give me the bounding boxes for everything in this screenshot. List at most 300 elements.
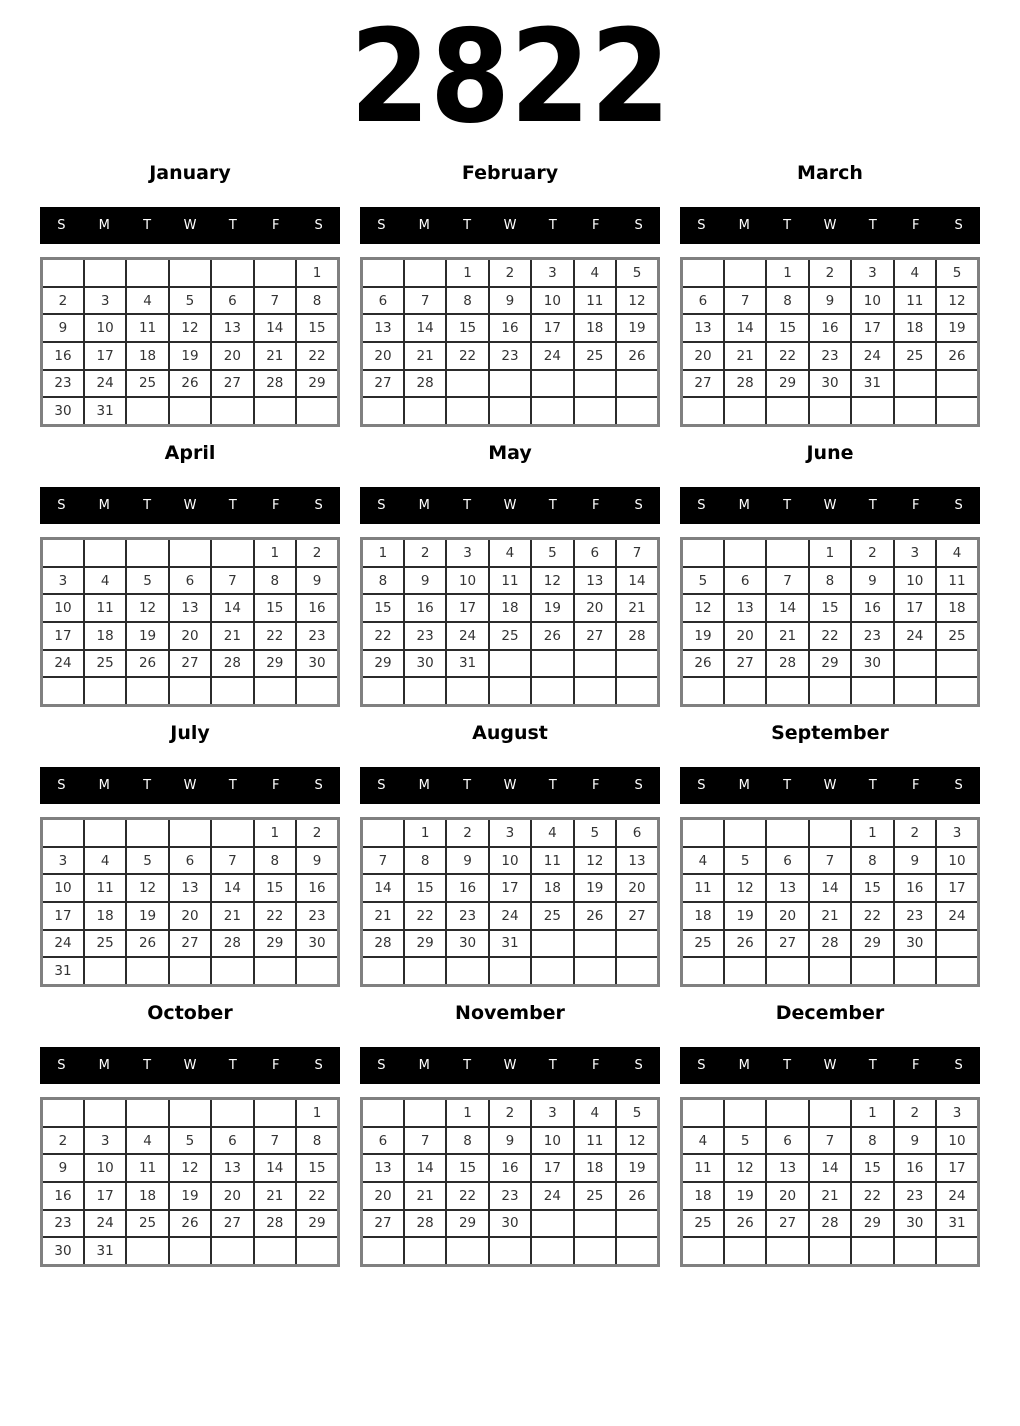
date-cell: 27 — [362, 1210, 404, 1238]
date-cell: 26 — [936, 342, 978, 370]
date-cell: 15 — [254, 594, 296, 622]
month-grid-may — [360, 537, 660, 707]
date-cell: 13 — [616, 847, 658, 875]
date-cell: 25 — [126, 1210, 168, 1238]
weekday-header-cell: F — [911, 498, 920, 513]
date-cell: 2 — [894, 1099, 936, 1127]
empty-cell — [126, 957, 168, 985]
date-cell: 27 — [211, 1210, 253, 1238]
weekday-header-cell: M — [98, 778, 110, 793]
date-cell: 11 — [126, 314, 168, 342]
date-cell: 31 — [84, 397, 126, 425]
date-cell: 1 — [851, 819, 893, 847]
date-cell: 22 — [296, 1182, 338, 1210]
date-cell: 24 — [84, 370, 126, 398]
week-row — [362, 650, 659, 678]
date-cell: 26 — [169, 1210, 211, 1238]
date-cell: 11 — [936, 567, 978, 595]
year-title-text: 2822 — [349, 3, 671, 152]
date-cell: 8 — [851, 847, 893, 875]
empty-cell — [936, 650, 978, 678]
weekday-header-cell: T — [463, 778, 472, 793]
week-row — [362, 677, 659, 705]
empty-cell — [489, 1237, 531, 1265]
empty-cell — [362, 957, 404, 985]
date-cell: 29 — [254, 930, 296, 958]
empty-cell — [574, 370, 616, 398]
date-cell: 5 — [126, 567, 168, 595]
empty-cell — [126, 539, 168, 567]
week-row — [362, 594, 659, 622]
date-cell: 3 — [489, 819, 531, 847]
week-row — [682, 1237, 979, 1265]
date-cell: 29 — [296, 370, 338, 398]
date-cell: 10 — [936, 847, 978, 875]
weekday-header-cell: T — [228, 778, 237, 793]
empty-cell — [404, 957, 446, 985]
date-cell: 28 — [404, 1210, 446, 1238]
date-cell: 26 — [574, 902, 616, 930]
date-cell: 22 — [362, 622, 404, 650]
date-cell: 12 — [169, 1154, 211, 1182]
week-row — [682, 874, 979, 902]
weekday-header-cell: S — [57, 1058, 66, 1073]
week-row — [42, 539, 339, 567]
month-title-august: August — [472, 722, 548, 744]
date-cell: 22 — [254, 622, 296, 650]
empty-cell — [296, 677, 338, 705]
empty-cell — [936, 677, 978, 705]
weekday-header-cell: W — [823, 218, 837, 233]
empty-cell — [254, 259, 296, 287]
month-title-december: December — [775, 1002, 885, 1024]
date-cell: 25 — [489, 622, 531, 650]
weekday-header-cell: F — [271, 498, 280, 513]
date-cell: 7 — [766, 567, 808, 595]
date-cell: 14 — [809, 1154, 851, 1182]
date-cell: 29 — [809, 650, 851, 678]
week-row — [42, 847, 339, 875]
week-row — [42, 567, 339, 595]
date-cell: 16 — [851, 594, 893, 622]
empty-cell — [894, 650, 936, 678]
date-cell: 24 — [84, 1210, 126, 1238]
empty-cell — [84, 677, 126, 705]
week-row — [682, 1099, 979, 1127]
date-cell: 5 — [169, 1127, 211, 1155]
date-cell: 31 — [851, 370, 893, 398]
month-march — [680, 160, 980, 427]
date-cell: 7 — [254, 1127, 296, 1155]
week-row — [362, 397, 659, 425]
date-cell: 19 — [531, 594, 573, 622]
empty-cell — [616, 1237, 658, 1265]
date-cell: 21 — [809, 902, 851, 930]
date-cell: 4 — [84, 567, 126, 595]
empty-cell — [894, 1237, 936, 1265]
date-cell: 1 — [254, 539, 296, 567]
month-title-july: July — [170, 722, 210, 744]
week-row — [682, 594, 979, 622]
date-cell: 18 — [936, 594, 978, 622]
date-cell: 30 — [404, 650, 446, 678]
empty-cell — [936, 397, 978, 425]
weekday-header-bar — [40, 207, 340, 244]
week-row — [682, 957, 979, 985]
month-title-april: April — [164, 442, 216, 464]
date-cell: 7 — [404, 287, 446, 315]
date-cell: 24 — [531, 1182, 573, 1210]
date-cell: 11 — [489, 567, 531, 595]
date-cell: 24 — [42, 930, 84, 958]
empty-cell — [766, 1099, 808, 1127]
empty-cell — [616, 677, 658, 705]
date-cell: 13 — [574, 567, 616, 595]
date-cell: 28 — [616, 622, 658, 650]
empty-cell — [362, 1237, 404, 1265]
empty-cell — [169, 1237, 211, 1265]
empty-cell — [169, 819, 211, 847]
date-cell: 23 — [894, 902, 936, 930]
date-cell: 15 — [766, 314, 808, 342]
empty-cell — [531, 930, 573, 958]
week-row — [42, 259, 339, 287]
weekday-header-cell: M — [418, 778, 430, 793]
month-grid-september — [680, 817, 980, 987]
months-grid — [0, 160, 1020, 1267]
weekday-header-cell: T — [783, 218, 792, 233]
date-cell: 13 — [766, 1154, 808, 1182]
week-row — [682, 902, 979, 930]
date-cell: 24 — [936, 902, 978, 930]
date-cell: 25 — [936, 622, 978, 650]
week-row — [362, 957, 659, 985]
date-cell: 24 — [446, 622, 488, 650]
week-row — [362, 847, 659, 875]
empty-cell — [616, 1210, 658, 1238]
date-cell: 28 — [809, 1210, 851, 1238]
weekday-header-cell: W — [503, 1058, 517, 1073]
week-row — [362, 567, 659, 595]
weekday-header-cell: S — [954, 498, 963, 513]
empty-cell — [809, 397, 851, 425]
weekday-header-cell: S — [57, 778, 66, 793]
date-cell: 31 — [42, 957, 84, 985]
weekday-header-cell: F — [591, 1058, 600, 1073]
week-row — [362, 874, 659, 902]
empty-cell — [446, 1237, 488, 1265]
date-cell: 1 — [296, 1099, 338, 1127]
date-cell: 7 — [362, 847, 404, 875]
empty-cell — [404, 1099, 446, 1127]
empty-cell — [574, 1210, 616, 1238]
date-cell: 27 — [574, 622, 616, 650]
weekday-header-bar — [40, 487, 340, 524]
date-cell: 23 — [42, 370, 84, 398]
empty-cell — [254, 1237, 296, 1265]
empty-cell — [254, 677, 296, 705]
date-cell: 18 — [682, 902, 724, 930]
week-row — [362, 1154, 659, 1182]
empty-cell — [404, 397, 446, 425]
date-cell: 11 — [126, 1154, 168, 1182]
week-row — [682, 370, 979, 398]
date-cell: 9 — [42, 314, 84, 342]
weekday-header-cell: M — [418, 218, 430, 233]
date-cell: 13 — [169, 874, 211, 902]
date-cell: 19 — [169, 1182, 211, 1210]
weekday-header-cell: M — [418, 498, 430, 513]
empty-cell — [682, 397, 724, 425]
date-cell: 13 — [211, 1154, 253, 1182]
date-cell: 30 — [894, 930, 936, 958]
date-cell: 20 — [724, 622, 766, 650]
week-row — [362, 1182, 659, 1210]
date-cell: 5 — [126, 847, 168, 875]
week-row — [42, 650, 339, 678]
weekday-header-cell: M — [98, 498, 110, 513]
date-cell: 14 — [254, 314, 296, 342]
empty-cell — [724, 1099, 766, 1127]
month-grid-february — [360, 257, 660, 427]
date-cell: 3 — [531, 1099, 573, 1127]
date-cell: 19 — [126, 622, 168, 650]
date-cell: 10 — [42, 874, 84, 902]
empty-cell — [851, 957, 893, 985]
weekday-header-cell: T — [143, 498, 152, 513]
empty-cell — [169, 539, 211, 567]
date-cell: 21 — [724, 342, 766, 370]
month-april — [40, 440, 340, 707]
week-row — [42, 819, 339, 847]
date-cell: 30 — [296, 930, 338, 958]
date-cell: 8 — [404, 847, 446, 875]
empty-cell — [126, 397, 168, 425]
weekday-header-cell: S — [377, 218, 386, 233]
empty-cell — [724, 957, 766, 985]
date-cell: 1 — [851, 1099, 893, 1127]
date-cell: 1 — [404, 819, 446, 847]
weekday-header-cell: M — [98, 218, 110, 233]
week-row — [42, 874, 339, 902]
weekday-header-cell: S — [954, 218, 963, 233]
date-cell: 14 — [809, 874, 851, 902]
weekday-header-cell: W — [183, 1058, 197, 1073]
date-cell: 29 — [362, 650, 404, 678]
week-row — [682, 847, 979, 875]
month-grid-march — [680, 257, 980, 427]
empty-cell — [84, 259, 126, 287]
week-row — [42, 1127, 339, 1155]
date-cell: 9 — [296, 567, 338, 595]
empty-cell — [682, 957, 724, 985]
month-february — [360, 160, 660, 427]
weekday-header-cell: F — [271, 1058, 280, 1073]
date-cell: 22 — [766, 342, 808, 370]
month-grid-january — [40, 257, 340, 427]
weekday-header-bar — [360, 207, 660, 244]
empty-cell — [362, 1099, 404, 1127]
date-cell: 25 — [84, 930, 126, 958]
week-row — [682, 622, 979, 650]
date-cell: 20 — [169, 902, 211, 930]
date-cell: 19 — [724, 902, 766, 930]
weekday-header-cell: S — [377, 498, 386, 513]
date-cell: 12 — [936, 287, 978, 315]
date-cell: 11 — [574, 1127, 616, 1155]
empty-cell — [126, 259, 168, 287]
weekday-header-cell: W — [503, 778, 517, 793]
weekday-header-cell: S — [634, 218, 643, 233]
week-row — [682, 1210, 979, 1238]
weekday-header-cell: F — [591, 218, 600, 233]
date-cell: 28 — [362, 930, 404, 958]
date-cell: 17 — [446, 594, 488, 622]
date-cell: 12 — [169, 314, 211, 342]
date-cell: 5 — [574, 819, 616, 847]
date-cell: 23 — [446, 902, 488, 930]
date-cell: 23 — [894, 1182, 936, 1210]
date-cell: 15 — [809, 594, 851, 622]
date-cell: 6 — [574, 539, 616, 567]
month-november — [360, 1000, 660, 1267]
weekday-header-cell: W — [183, 778, 197, 793]
date-cell: 4 — [894, 259, 936, 287]
empty-cell — [446, 370, 488, 398]
week-row — [42, 1237, 339, 1265]
month-august — [360, 720, 660, 987]
date-cell: 2 — [404, 539, 446, 567]
date-cell: 29 — [254, 650, 296, 678]
date-cell: 15 — [446, 314, 488, 342]
date-cell: 3 — [446, 539, 488, 567]
week-row — [682, 677, 979, 705]
empty-cell — [211, 957, 253, 985]
date-cell: 26 — [724, 1210, 766, 1238]
weekday-header-cell: W — [503, 498, 517, 513]
empty-cell — [169, 677, 211, 705]
date-cell: 19 — [169, 342, 211, 370]
week-row — [362, 539, 659, 567]
empty-cell — [574, 930, 616, 958]
date-cell: 17 — [489, 874, 531, 902]
empty-cell — [809, 819, 851, 847]
date-cell: 17 — [42, 902, 84, 930]
week-row — [682, 650, 979, 678]
week-row — [682, 287, 979, 315]
weekday-header-cell: W — [823, 1058, 837, 1073]
date-cell: 6 — [766, 1127, 808, 1155]
date-cell: 18 — [574, 1154, 616, 1182]
empty-cell — [851, 677, 893, 705]
weekday-header-cell: M — [98, 1058, 110, 1073]
month-title-november: November — [455, 1002, 565, 1024]
date-cell: 12 — [531, 567, 573, 595]
date-cell: 17 — [531, 314, 573, 342]
month-december — [680, 1000, 980, 1267]
date-cell: 5 — [936, 259, 978, 287]
date-cell: 27 — [211, 370, 253, 398]
empty-cell — [254, 1099, 296, 1127]
empty-cell — [211, 397, 253, 425]
date-cell: 6 — [766, 847, 808, 875]
date-cell: 10 — [851, 287, 893, 315]
week-row — [362, 259, 659, 287]
date-cell: 14 — [211, 594, 253, 622]
empty-cell — [724, 1237, 766, 1265]
date-cell: 16 — [489, 314, 531, 342]
date-cell: 19 — [574, 874, 616, 902]
empty-cell — [169, 259, 211, 287]
weekday-header-cell: T — [548, 498, 557, 513]
empty-cell — [404, 677, 446, 705]
empty-cell — [616, 370, 658, 398]
date-cell: 16 — [404, 594, 446, 622]
date-cell: 18 — [84, 902, 126, 930]
weekday-header-cell: S — [314, 498, 323, 513]
empty-cell — [42, 1099, 84, 1127]
date-cell: 25 — [574, 1182, 616, 1210]
empty-cell — [766, 677, 808, 705]
date-cell: 14 — [254, 1154, 296, 1182]
month-grid-october — [40, 1097, 340, 1267]
date-cell: 26 — [616, 342, 658, 370]
date-cell: 14 — [404, 1154, 446, 1182]
date-cell: 30 — [296, 650, 338, 678]
date-cell: 30 — [446, 930, 488, 958]
date-cell: 25 — [84, 650, 126, 678]
date-cell: 27 — [724, 650, 766, 678]
date-cell: 23 — [809, 342, 851, 370]
weekday-header-bar — [680, 767, 980, 804]
date-cell: 19 — [682, 622, 724, 650]
date-cell: 28 — [404, 370, 446, 398]
empty-cell — [446, 677, 488, 705]
empty-cell — [851, 397, 893, 425]
empty-cell — [489, 677, 531, 705]
date-cell: 5 — [531, 539, 573, 567]
week-row — [42, 342, 339, 370]
month-title-may: May — [488, 442, 532, 464]
date-cell: 24 — [42, 650, 84, 678]
date-cell: 10 — [446, 567, 488, 595]
date-cell: 22 — [296, 342, 338, 370]
date-cell: 26 — [169, 370, 211, 398]
weekday-header-cell: T — [868, 498, 877, 513]
date-cell: 4 — [531, 819, 573, 847]
weekday-header-cell: F — [591, 778, 600, 793]
date-cell: 19 — [126, 902, 168, 930]
date-cell: 7 — [404, 1127, 446, 1155]
empty-cell — [42, 819, 84, 847]
week-row — [42, 930, 339, 958]
empty-cell — [126, 1099, 168, 1127]
week-row — [682, 342, 979, 370]
week-row — [42, 957, 339, 985]
date-cell: 12 — [724, 1154, 766, 1182]
date-cell: 21 — [211, 902, 253, 930]
week-row — [362, 622, 659, 650]
date-cell: 2 — [489, 1099, 531, 1127]
date-cell: 22 — [851, 1182, 893, 1210]
date-cell: 20 — [766, 902, 808, 930]
date-cell: 1 — [362, 539, 404, 567]
month-january — [40, 160, 340, 427]
weekday-header-cell: T — [463, 218, 472, 233]
weekday-header-cell: W — [823, 778, 837, 793]
week-row — [682, 930, 979, 958]
date-cell: 6 — [724, 567, 766, 595]
